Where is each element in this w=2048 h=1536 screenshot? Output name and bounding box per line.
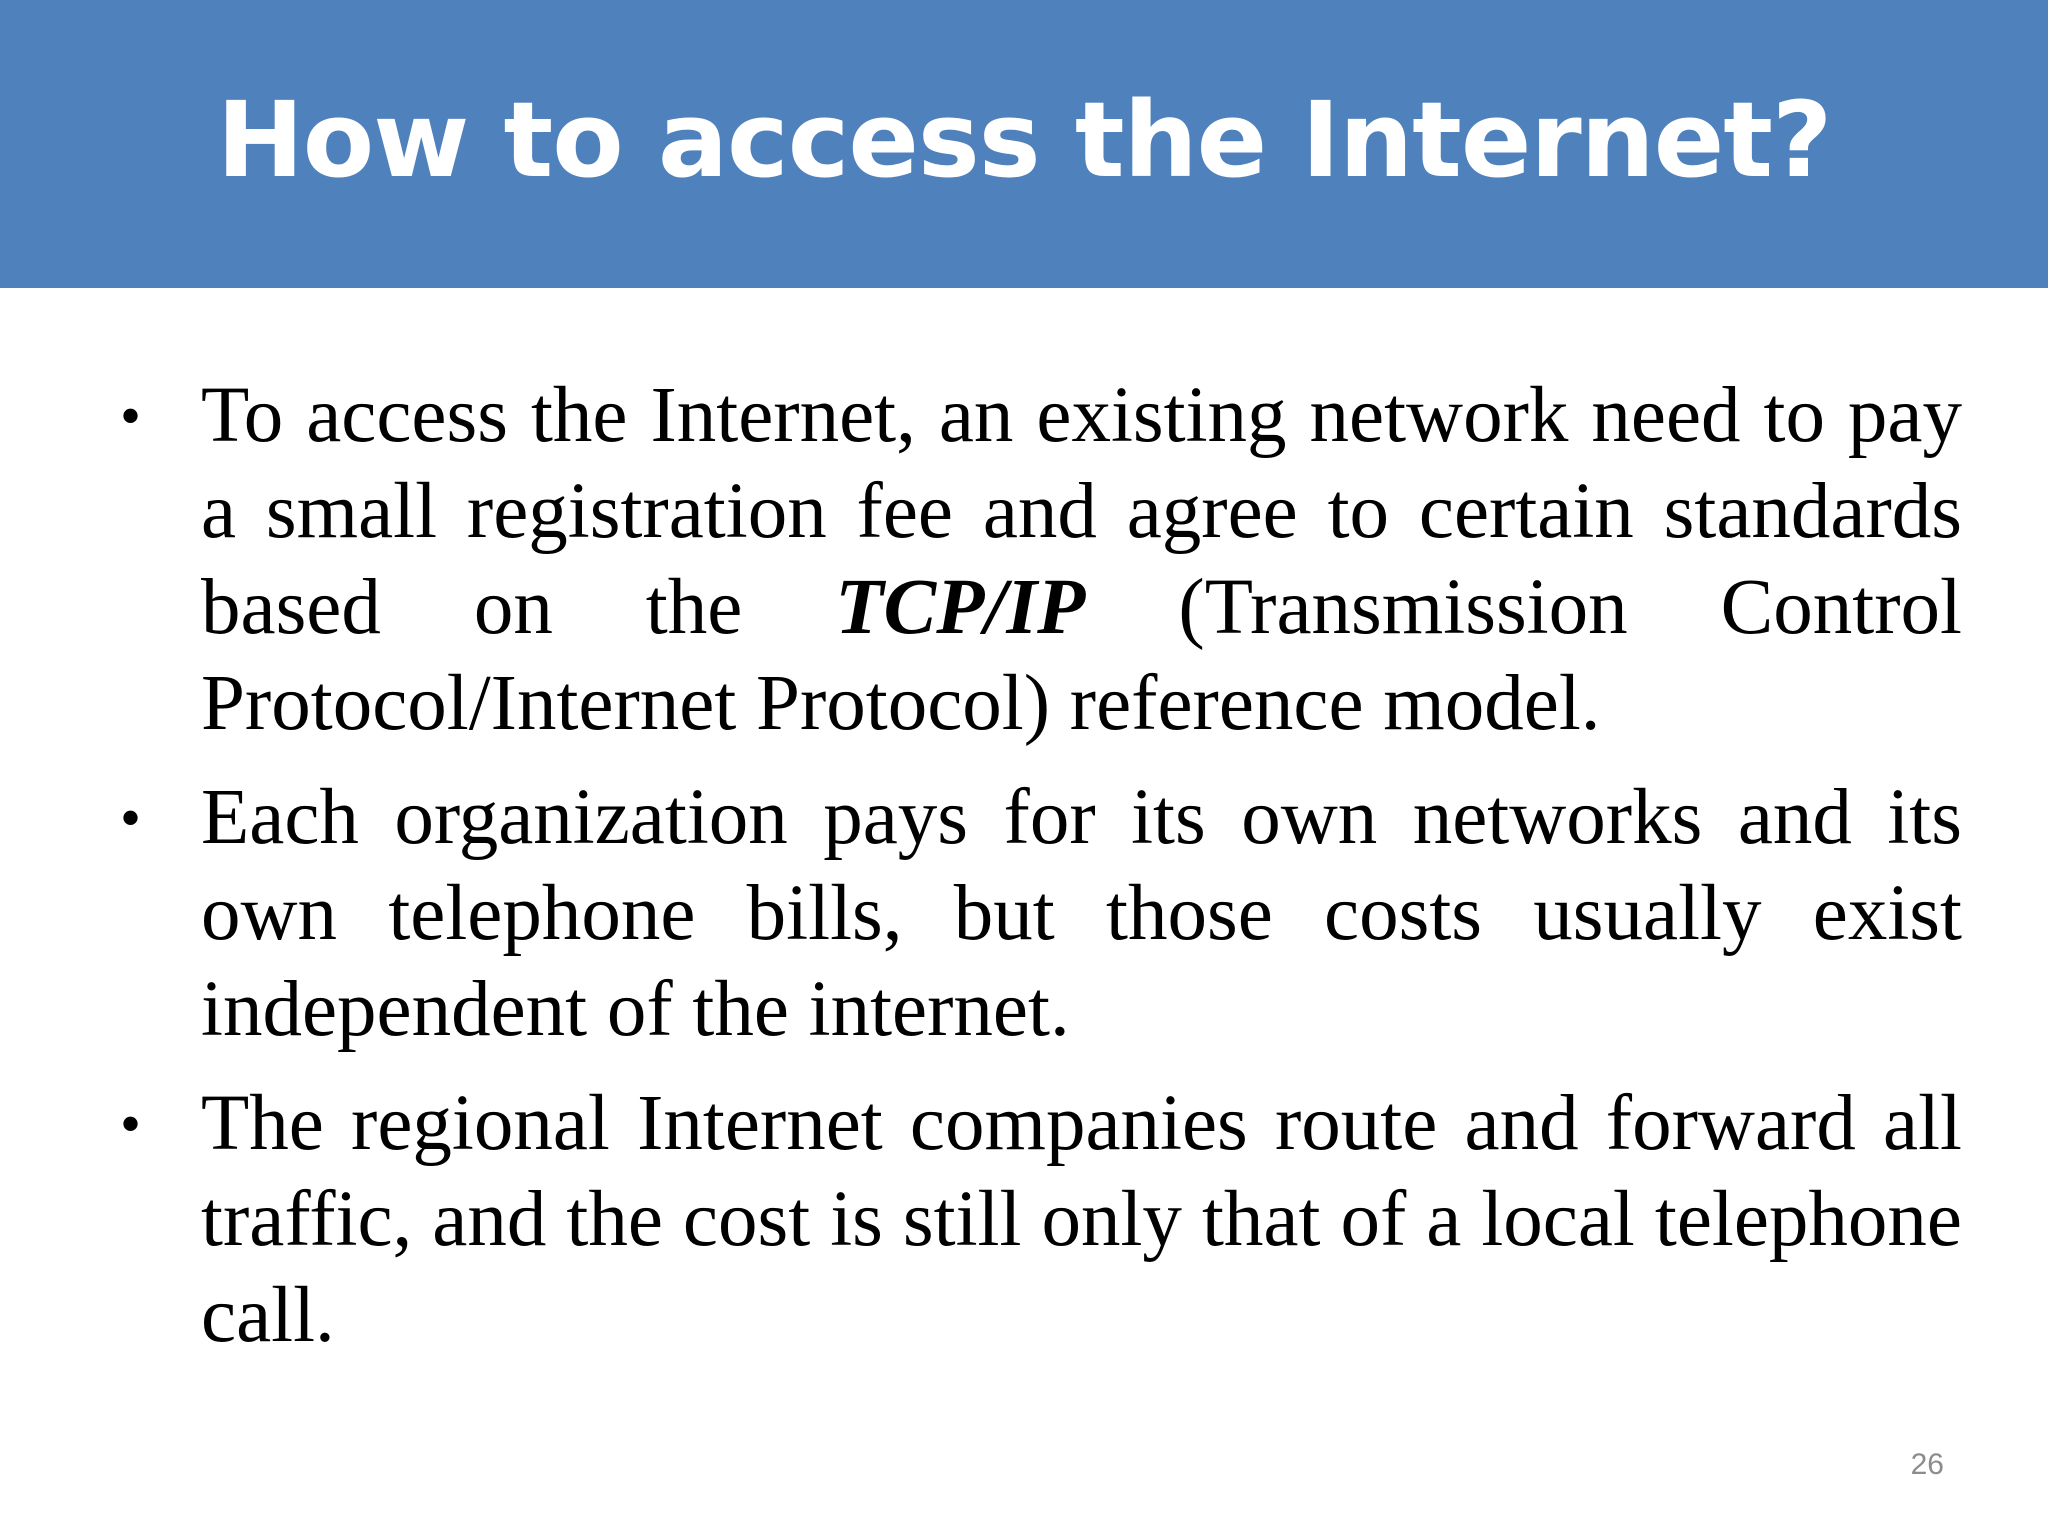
bullet-1-text-start: To access the Internet, an existing network need to pay a small registration fee and agree to certain standards based on the xyxy=(201,372,1962,651)
bullet-item-1 xyxy=(120,368,1962,752)
bullet-1-text-end: (Transmission Control Protocol/Internet Protocol) reference model. xyxy=(201,564,1962,747)
bullet-item-3 xyxy=(120,1076,1962,1364)
bullet-3-text: The regional Internet companies route and forward all traffic, and the cost is still only that of a local telephone call. xyxy=(201,1080,1962,1359)
bullet-2-text: Each organization pays for its own networks and its own telephone bills, but those costs usually exist independent of the internet. xyxy=(201,774,1962,1053)
bullet-dot-icon: • xyxy=(120,383,142,449)
slide-title: How to access the Internet? xyxy=(216,79,1832,201)
bullet-dot-icon: • xyxy=(120,1091,142,1157)
page-number: 26 xyxy=(1910,1448,1944,1481)
title-banner xyxy=(0,0,2048,288)
bullet-dot-icon: • xyxy=(120,785,142,851)
bullet-list xyxy=(120,368,1962,1382)
bullet-1-emphasis-tcpip: TCP/IP xyxy=(835,564,1086,651)
bullet-item-2 xyxy=(120,770,1962,1058)
